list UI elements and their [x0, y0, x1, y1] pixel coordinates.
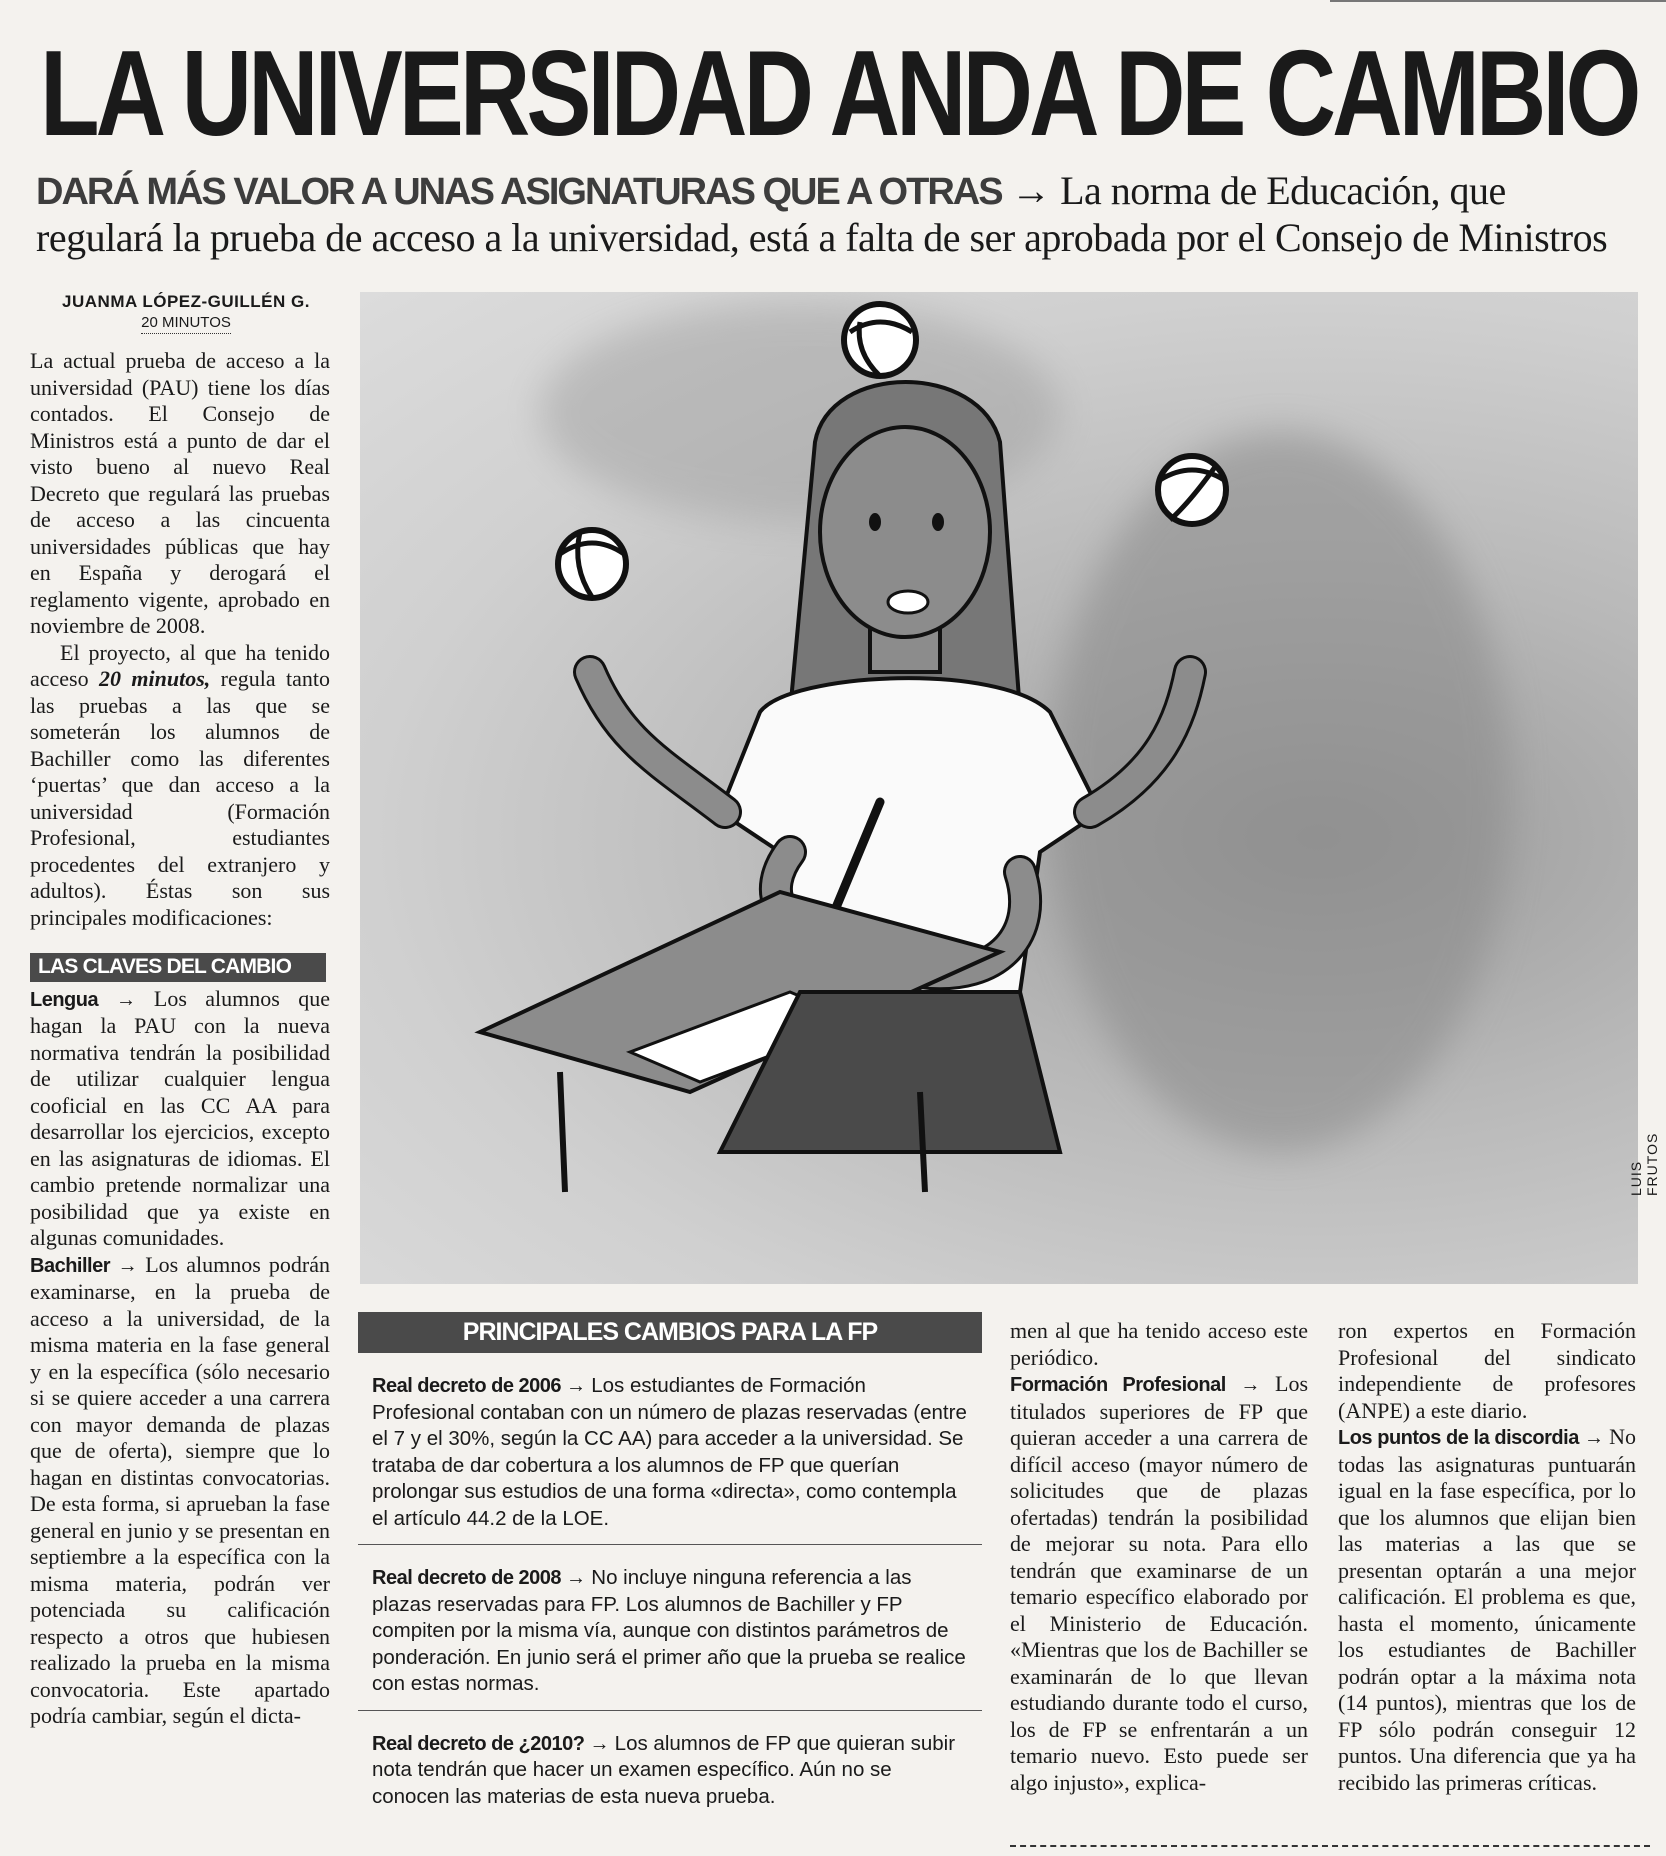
ball-top — [844, 304, 916, 376]
juggling-student-illustration — [360, 292, 1638, 1284]
anpe-continuation: ron expertos en Formación Profesional del sindicato independiente de profesores (ANPE) a este diario. — [1338, 1318, 1636, 1423]
deck-kicker: DARÁ MÁS VALOR A UNAS ASIGNATURAS QUE A OTRAS — [36, 171, 1002, 213]
discordia-text: No todas las asignaturas puntuarán igual en la fase específica, por lo que los alumnos que elijan bien las materias a las que se presentan optarán a una mejor calificación. El problema es que, hasta el momento, únicamente los estudiantes de Bachiller podrán optar a la máxima nota (14 puntos), mientras que los de FP sólo podrán conseguir 12 puntos. Una diferencia que ya ha recibido las primeras críticas. — [1338, 1424, 1636, 1795]
illustration-drawing — [360, 292, 1638, 1284]
fp-item-2010-text: Los alumnos de FP que quieran subir nota tendrán que hacer un examen específico. Aún no se conocen las materias de esta nueva prueba. — [372, 1731, 956, 1808]
bachiller-paragraph — [30, 1252, 330, 1730]
left-eye — [869, 513, 881, 531]
column-4 — [1338, 1318, 1636, 1796]
desk-leg-left — [560, 1072, 565, 1192]
fp-item-2006-text: Los estudiantes de Formación Profesional contaban con un número de plazas reservadas (entre el 7 y el 30%, según la CC AA) para acceder a la universidad. Se trataba de dar cobertura a los alumnos de FP que querían prolongar sus estudios de una forma «directa», como contempla el artículo 44.2 de la LOE. — [372, 1374, 967, 1530]
lengua-text: Los alumnos que hagan la PAU con la nueva normativa tendrán la posibilidad de utilizar cualquier lengua cooficial en las CC AA para desarrollar los ejercicios, excepto en las asignaturas de idiomas. El cambio pretende normalizar una posibilidad que ya existe en algunas comunidades. — [30, 985, 330, 1250]
byline — [36, 292, 336, 334]
column-3 — [1010, 1318, 1308, 1796]
fp-lead: Formación Profesional → — [1010, 1374, 1260, 1396]
project-text-b: regula tanto las pruebas a las que se someterán los alumnos de Bachiller como las diferentes ‘puertas’ que dan acceso a la universidad (Formación Profesional, estudiantes procedentes del extranjero y adultos). Éstas son sus principales modificaciones: — [30, 666, 331, 930]
lengua-lead: Lengua → — [30, 988, 136, 1011]
project-text-a: El proyecto, al que ha tenido acceso — [30, 639, 330, 691]
intro-paragraph: La actual prueba de acceso a la universidad (PAU) tiene los días contados. El Consejo de Ministros está a punto de dar el visto bueno al nuevo Real Decreto que regulará las pruebas de acceso a las cincuenta universidades públicas que hay en España y derogará el reglamento vigente, aprobado en noviembre de 2008. — [30, 348, 330, 638]
discordia-lead: Los puntos de la discordia → — [1338, 1427, 1604, 1449]
top-rule — [1330, 0, 1666, 2]
fp-item-2006-lead: Real decreto de 2006 → — [372, 1375, 586, 1397]
fp-item-2008-text: No incluye ninguna referencia a las plazas reservadas para FP. Los alumnos de Bachiller y FP compiten por la misma vía, aunque con distintos parámetros de ponderación. En junio será el primer año que la prueba se realice con estas normas. — [372, 1566, 966, 1695]
fp-item-2010 — [358, 1731, 982, 1823]
byline-author: JUANMA LÓPEZ-GUILLÉN G. — [62, 292, 310, 311]
illustration-credit: LUIS FRUTOS — [1628, 1132, 1660, 1196]
fp-text: Los titulados superiores de FP que quieran acceder a una carrera de difícil acceso (mayor número de solicitudes que de plazas ofertadas) tendrán la posibilidad de mejorar su nota. Para ello tendrán que examinarse de un temario específico elaborado por el Ministerio de Educación. «Mientras que los de Bachiller se examinarán de lo que llevan estudiando durante todo el curso, los de FP se enfrentarán a un temario nuevo. Esto puede ser algo injusto», explica- — [1010, 1371, 1308, 1795]
right-eye — [932, 513, 944, 531]
dictamen-continuation: men al que ha tenido acceso este periódico. — [1010, 1318, 1308, 1370]
mouth — [888, 591, 928, 613]
fp-item-2008 — [358, 1565, 982, 1711]
discordia-paragraph — [1338, 1424, 1636, 1796]
ball-right — [1158, 456, 1226, 524]
bachiller-lead: Bachiller → — [30, 1254, 138, 1277]
deck-arrow: → — [1011, 168, 1051, 213]
ball-left — [558, 530, 626, 598]
bottom-rule — [1010, 1845, 1650, 1847]
bachiller-text: Los alumnos podrán examinarse, en la prueba de acceso a la universidad, de la misma materia en la fase general y en la específica (sólo necesario si se quiere acceder a una carrera con mayor demanda de plazas que de oferta), siempre que lo hagan en distintas convocatorias. De esta forma, si aprueban la fase general en junio y se presentan en septiembre a la específica con la misma materia, podrán ver potenciada su calificación respecto a otros que hubiesen realizado la prueba en la misma convocatoria. Este apartado podría cambiar, según el dicta- — [30, 1251, 330, 1728]
fp-item-2010-lead: Real decreto de ¿2010? → — [372, 1732, 609, 1755]
fp-changes-box — [358, 1312, 982, 1842]
headline: LA UNIVERSIDAD ANDA DE CAMBIO — [40, 25, 1638, 161]
fp-paragraph — [1010, 1371, 1308, 1796]
deck — [36, 168, 1636, 261]
fp-box-title: PRINCIPALES CAMBIOS PARA LA FP — [358, 1312, 982, 1353]
lengua-paragraph — [30, 986, 330, 1252]
byline-source: 20 MINUTOS — [141, 314, 231, 334]
column-1 — [30, 348, 330, 1730]
project-paragraph — [30, 640, 330, 932]
fp-item-2006 — [358, 1373, 982, 1545]
fp-item-2008-lead: Real decreto de 2008 → — [372, 1567, 586, 1589]
deck-text: La norma de Educación, que regulará la prueba de acceso a la universidad, está a falta de ser aprobada por el Consejo de Ministros — [36, 168, 1608, 260]
claves-section-title: LAS CLAVES DEL CAMBIO — [30, 953, 326, 982]
newspaper-name: 20 minutos, — [99, 666, 211, 691]
